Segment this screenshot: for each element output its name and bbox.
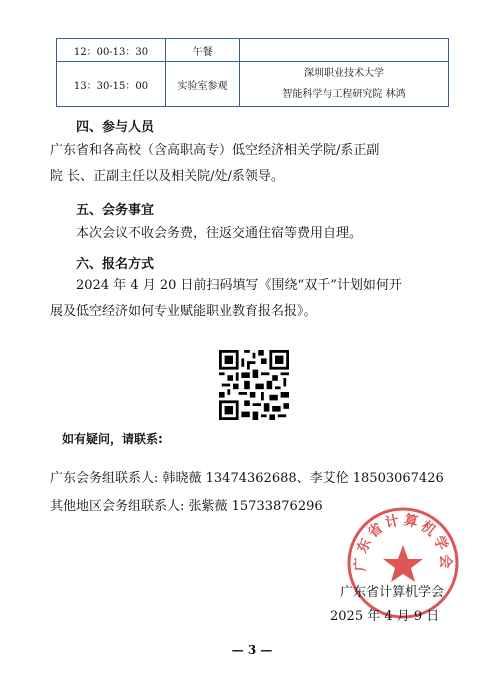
paragraph: 2024 年 4 月 20 日前扫码填写《围绕“双千”计划如何开 bbox=[76, 278, 402, 293]
svg-text:广东省计算机学会: 广东省计算机学会 bbox=[352, 512, 454, 572]
table-row bbox=[57, 62, 449, 107]
location-line: 智能科学与工程研究院 林鸿 bbox=[282, 89, 406, 100]
section-heading: 六、报名方式 bbox=[76, 257, 155, 272]
paragraph: 院 长、正副主任以及相关院/处/系领导。 bbox=[50, 169, 284, 184]
paragraph: 广东省和各高校（含高职高专）低空经济相关学院/系正副 bbox=[50, 143, 380, 158]
location-line: 深圳职业技术大学 bbox=[304, 68, 384, 79]
contact-line: 广东会务组联系人: 韩晓薇 13474362688、李艾伦 18503067426 bbox=[50, 471, 444, 486]
signature-date: 2025 年 4 月 9 日 bbox=[330, 609, 440, 624]
page-number: — 3 — bbox=[231, 643, 273, 657]
time-cell: 12：00-13：30 bbox=[57, 39, 166, 62]
paragraph: 本次会议不收会务费，往返交通住宿等费用自理。 bbox=[76, 226, 363, 241]
time-cell: 13：30-15：00 bbox=[57, 62, 166, 107]
organization-name: 广东省计算机学会 bbox=[340, 585, 445, 600]
section-heading: 四、参与人员 bbox=[76, 120, 155, 135]
item-cell: 午餐 bbox=[166, 39, 240, 62]
paragraph: 展及低空经济如何专业赋能职业教育报名报》。 bbox=[50, 304, 317, 319]
contact-line: 其他地区会务组联系人: 张紫薇 15733876296 bbox=[50, 499, 323, 514]
location-cell bbox=[240, 62, 449, 107]
schedule-table bbox=[56, 38, 449, 107]
contact-heading: 如有疑问，请联系: bbox=[62, 432, 163, 446]
qr-code-icon bbox=[219, 350, 289, 420]
table-row bbox=[57, 39, 449, 62]
section-heading: 五、会务事宜 bbox=[76, 203, 155, 218]
location-cell bbox=[240, 39, 449, 62]
item-cell: 实验室参观 bbox=[166, 62, 240, 107]
